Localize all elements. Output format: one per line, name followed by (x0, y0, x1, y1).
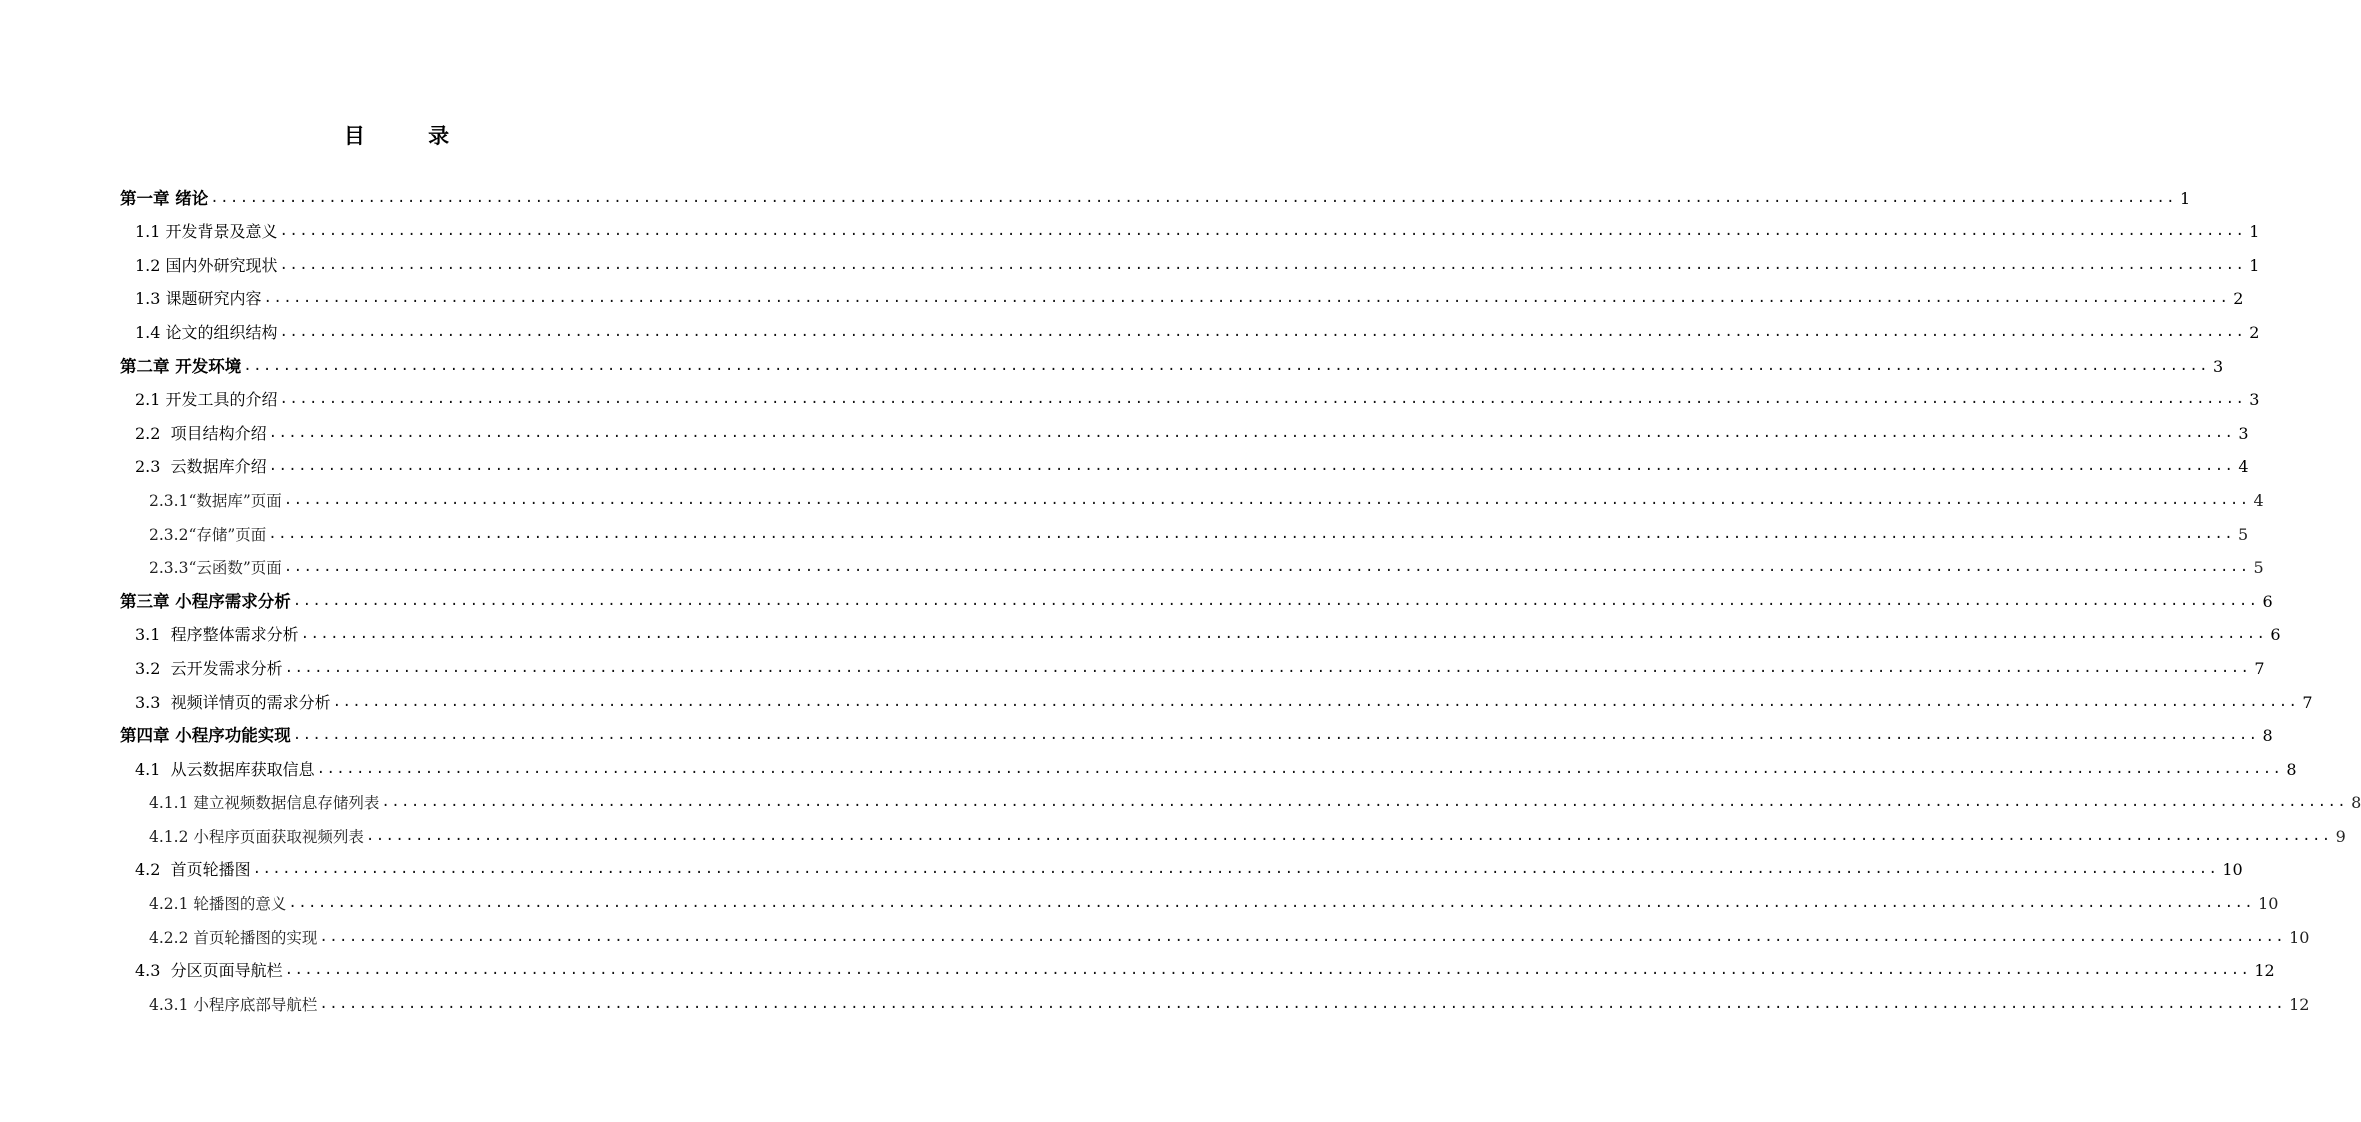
toc-page-number: 4 (2238, 457, 2249, 477)
toc-subsection-entry[interactable] (120, 512, 2249, 546)
toc-dot-leader: ........................................................................................................................................................................................................ (292, 592, 2259, 609)
toc-chapter-entry[interactable] (120, 714, 2273, 748)
toc-chapter-entry[interactable] (120, 176, 2191, 210)
toc-page-number: 9 (2335, 826, 2346, 846)
toc-subsection-entry[interactable] (120, 881, 2279, 915)
toc-section-entry[interactable] (120, 949, 2275, 983)
toc-page-number: 1 (2249, 222, 2260, 242)
toc-page-number: 3 (2238, 423, 2249, 443)
toc-page-number: 12 (2254, 961, 2275, 981)
toc-page-number: 8 (2262, 726, 2273, 746)
toc-entry-label: 3.1 程序整体需求分析 (135, 625, 299, 645)
toc-dot-leader: ........................................................................................................................................................................................................ (288, 895, 2255, 912)
toc-page-number: 3 (2249, 390, 2260, 410)
toc-section-entry[interactable] (120, 411, 2249, 445)
toc-subsection-entry[interactable] (120, 982, 2310, 1016)
toc-chapter-entry[interactable] (120, 579, 2273, 613)
toc-dot-leader: ........................................................................................................................................................................................................ (268, 424, 2235, 441)
toc-dot-leader: ........................................................................................................................................................................................................ (283, 491, 2250, 508)
toc-section-entry[interactable] (120, 848, 2243, 882)
toc-page-number: 10 (2289, 927, 2310, 947)
toc-section-entry[interactable] (120, 680, 2313, 714)
toc-entry-label: 4.3.1 小程序底部导航栏 (149, 995, 318, 1014)
toc-entry-label: 2.1 开发工具的介绍 (135, 390, 278, 410)
toc-dot-leader: ........................................................................................................................................................................................................ (263, 290, 2230, 307)
toc-entry-label: 4.1.1 建立视频数据信息存储列表 (149, 794, 380, 813)
toc-page-number: 8 (2351, 793, 2361, 813)
toc-entry-label: 1.3 课题研究内容 (135, 289, 262, 309)
toc-dot-leader: ........................................................................................................................................................................................................ (284, 962, 2251, 979)
toc-page-number: 5 (2253, 558, 2264, 578)
toc-section-entry[interactable] (120, 243, 2260, 277)
toc-page-number: 1 (2249, 255, 2260, 275)
toc-page-number: 10 (2222, 860, 2243, 880)
toc-section-entry[interactable] (120, 310, 2260, 344)
toc-dot-leader: ........................................................................................................................................................................................................ (279, 223, 2246, 240)
toc-entry-label: 1.1 开发背景及意义 (135, 222, 278, 242)
toc-subsection-entry[interactable] (120, 478, 2264, 512)
toc-entry-label: 1.4 论文的组织结构 (135, 322, 278, 342)
toc-page-number: 1 (2180, 188, 2191, 208)
toc-section-entry[interactable] (120, 613, 2281, 647)
toc-dot-leader: ........................................................................................................................................................................................................ (332, 693, 2299, 710)
toc-entry-label: 2.3.2“存储”页面 (149, 525, 267, 544)
toc-dot-leader: ........................................................................................................................................................................................................ (319, 928, 2286, 945)
toc-dot-leader: ........................................................................................................................................................................................................ (268, 525, 2235, 542)
toc-dot-leader: ........................................................................................................................................................................................................ (381, 794, 2348, 811)
toc-page-number: 7 (2254, 658, 2265, 678)
toc-subsection-entry[interactable] (120, 814, 2346, 848)
toc-entry-label: 2.2 项目结构介绍 (135, 423, 267, 443)
toc-entry-label: 4.3 分区页面导航栏 (135, 961, 283, 981)
table-of-contents (120, 176, 2361, 1016)
toc-dot-leader: ........................................................................................................................................................................................................ (279, 323, 2246, 340)
toc-section-entry[interactable] (120, 646, 2265, 680)
toc-section-entry[interactable] (120, 210, 2260, 244)
toc-entry-label: 3.3 视频详情页的需求分析 (135, 692, 331, 712)
toc-dot-leader: ........................................................................................................................................................................................................ (284, 659, 2251, 676)
toc-section-entry[interactable] (120, 277, 2244, 311)
toc-subsection-entry[interactable] (120, 915, 2310, 949)
toc-entry-label: 2.3 云数据库介绍 (135, 457, 267, 477)
toc-section-entry[interactable] (120, 445, 2249, 479)
toc-entry-label: 4.2.2 首页轮播图的实现 (149, 928, 318, 947)
toc-page-number: 3 (2213, 356, 2224, 376)
toc-entry-label: 1.2 国内外研究现状 (135, 255, 278, 275)
toc-dot-leader: ........................................................................................................................................................................................................ (292, 727, 2259, 744)
toc-dot-leader: ........................................................................................................................................................................................................ (210, 189, 2176, 206)
toc-dot-leader: ........................................................................................................................................................................................................ (300, 626, 2267, 643)
toc-dot-leader: ........................................................................................................................................................................................................ (279, 256, 2246, 273)
toc-dot-leader: ........................................................................................................................................................................................................ (365, 827, 2332, 844)
toc-dot-leader: ........................................................................................................................................................................................................ (279, 391, 2246, 408)
toc-entry-label: 3.2 云开发需求分析 (135, 658, 283, 678)
toc-subsection-entry[interactable] (120, 781, 2361, 815)
toc-subsection-entry[interactable] (120, 546, 2264, 580)
toc-entry-label: 第二章 开发环境 (120, 356, 242, 376)
toc-page-number: 6 (2270, 625, 2281, 645)
toc-title: 目 录 (343, 124, 478, 148)
toc-page-number: 7 (2302, 692, 2313, 712)
toc-entry-label: 4.1 从云数据库获取信息 (135, 759, 315, 779)
toc-page-number: 4 (2253, 490, 2264, 510)
toc-page-number: 12 (2289, 994, 2310, 1014)
toc-page-number: 8 (2286, 759, 2297, 779)
toc-dot-leader: ........................................................................................................................................................................................................ (316, 760, 2283, 777)
toc-entry-label: 第一章 绪论 (120, 188, 209, 208)
toc-entry-label: 第三章 小程序需求分析 (120, 591, 291, 611)
toc-chapter-entry[interactable] (120, 344, 2224, 378)
toc-page-number: 10 (2258, 894, 2279, 914)
toc-entry-label: 4.2 首页轮播图 (135, 860, 251, 880)
toc-dot-leader: ........................................................................................................................................................................................................ (319, 995, 2286, 1012)
toc-dot-leader: ........................................................................................................................................................................................................ (283, 559, 2250, 576)
toc-entry-label: 4.1.2 小程序页面获取视频列表 (149, 827, 364, 846)
toc-dot-leader: ........................................................................................................................................................................................................ (243, 357, 2209, 374)
toc-entry-label: 4.2.1 轮播图的意义 (149, 895, 287, 914)
toc-page-number: 6 (2262, 591, 2273, 611)
toc-entry-label: 2.3.1“数据库”页面 (149, 491, 282, 510)
toc-section-entry[interactable] (120, 747, 2297, 781)
toc-dot-leader: ........................................................................................................................................................................................................ (252, 861, 2219, 878)
toc-dot-leader: ........................................................................................................................................................................................................ (268, 458, 2235, 475)
toc-entry-label: 第四章 小程序功能实现 (120, 726, 291, 746)
toc-page-number: 2 (2233, 289, 2244, 309)
toc-page-number: 5 (2238, 524, 2249, 544)
toc-page-number: 2 (2249, 322, 2260, 342)
toc-section-entry[interactable] (120, 378, 2260, 412)
toc-entry-label: 2.3.3“云函数”页面 (149, 559, 282, 578)
